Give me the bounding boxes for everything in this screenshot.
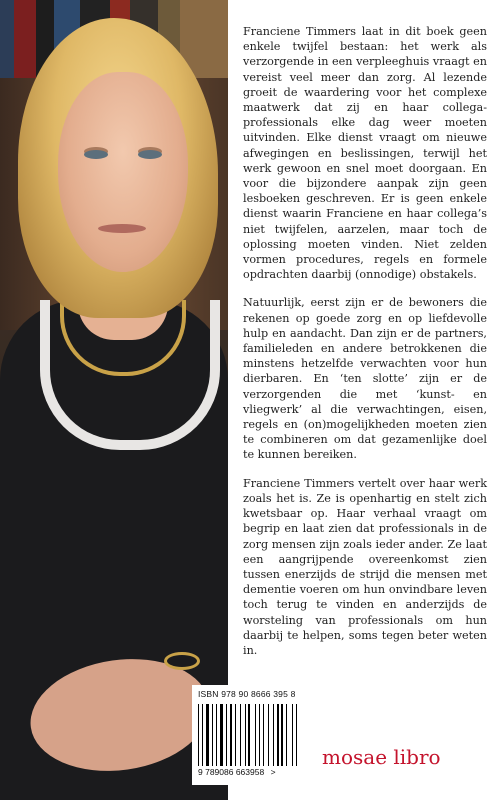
barcode-bar [230, 704, 232, 766]
isbn-barcode [192, 685, 304, 785]
barcode-bar [226, 704, 227, 766]
barcode-bar [263, 704, 264, 766]
barcode-bar [242, 704, 244, 766]
barcode-bar [228, 704, 229, 766]
publisher-logo-part1: mosae [322, 745, 388, 769]
barcode-bar [251, 704, 254, 766]
barcode-bar [292, 704, 293, 766]
barcode-bar [265, 704, 267, 766]
barcode-bar [210, 704, 211, 766]
barcode-bar [247, 704, 248, 766]
barcode-bar [288, 704, 291, 766]
barcode-bar [220, 704, 223, 766]
right-eye [138, 150, 162, 159]
blurb-text [243, 24, 487, 671]
barcode-bar [286, 704, 287, 766]
barcode-bar [202, 704, 204, 766]
barcode-bar [284, 704, 285, 766]
barcode-bars [198, 702, 298, 766]
barcode-bar [233, 704, 234, 766]
barcode-bar [281, 704, 283, 766]
barcode-bar [218, 704, 219, 766]
barcode-arrow: > [270, 767, 276, 777]
left-eye [84, 150, 108, 159]
barcode-bar [216, 704, 217, 766]
barcode-bar [237, 704, 240, 766]
barcode-bar [240, 704, 241, 766]
barcode-bar [248, 704, 250, 766]
gold-bracelet [164, 652, 200, 670]
barcode-bar [257, 704, 258, 766]
barcode-bar [245, 704, 246, 766]
barcode-bar [273, 704, 274, 766]
barcode-bar [206, 704, 209, 766]
barcode-bar [275, 704, 276, 766]
blurb-paragraph-1: Franciene Timmers laat in dit boek geen enkele twijfel bestaan: het werk als verzorgende in een verpleeghuis vraagt en vereist veel meer dan zorg. Al lezende groeit de waardering voor het complexe maatwerk dat zij en haar collega-professionals elke dag weer moeten uitvinden. Elke dienst vraagt om nieuwe afwegingen en beslissingen, terwijl het werk gewoon en snel moet doorgaan. En voor die bijzondere aanpak zijn geen lesboeken geschreven. Er is geen enkele dienst waarin Franciene en haar collega’s niet twijfelen, aarzelen, maar toch de oplossing moeten vinden. Niet zelden vormen procedures, regels en formele opdrachten daarbij (onnodige) obstakels. [243, 25, 487, 282]
mouth [98, 224, 146, 233]
barcode-bar [296, 704, 297, 766]
blurb-paragraph-2: Natuurlijk, eerst zijn er de bewoners die rekenen op goede zorg en op liefdevolle hulp en aandacht. Dan zijn er de partners, familieleden en andere betrokkenen die minstens hetzelfde verwachten voor hun dierbaren. En ‘ten slotte’ zijn er de verzorgenden die met ‘kunst- en vliegwerk’ al die verwachtingen, eisen, regels en (on)mogelijkheden moeten zien te combineren om dat gezamenlijke doel te kunnen bereiken. [243, 296, 487, 462]
barcode-bar [270, 704, 273, 766]
barcode-bar [235, 704, 236, 766]
author-portrait-photo [0, 0, 228, 800]
barcode-bar [268, 704, 269, 766]
barcode-bar [255, 704, 256, 766]
barcode-bar [212, 704, 213, 766]
barcode-bar [261, 704, 262, 766]
publisher-logo-part2: libro [393, 745, 441, 769]
barcode-bar [224, 704, 226, 766]
barcode-bar [198, 704, 199, 766]
barcode-digits: 9 789086 663958 [198, 767, 265, 777]
barcode-bar [200, 704, 201, 766]
blurb-paragraph-3: Franciene Timmers vertelt over haar werk zoals het is. Ze is openhartig en stelt zich kwetsbaar op. Haar verhaal vraagt om begrip en laat zien dat professionals in de zorg mensen zijn zoals ieder ander. Ze laat een aangrijpende overeenkomst zien tussen enerzijds de strijd die mensen met dementie voeren om hun onvindbare leven toch terug te vinden en anderzijds de worsteling van professionals om hun daarbij te helpen, soms tegen beter weten in. [243, 476, 487, 657]
barcode-bar [280, 704, 281, 766]
isbn-label: ISBN 978 90 8666 395 8 [198, 689, 296, 699]
face [58, 72, 188, 272]
barcode-bar [214, 704, 216, 766]
publisher-logo [322, 745, 441, 769]
barcode-bar [204, 704, 205, 766]
barcode-bar [293, 704, 295, 766]
barcode-bar [259, 704, 261, 766]
barcode-bar [277, 704, 279, 766]
barcode-digits-row [198, 767, 298, 777]
